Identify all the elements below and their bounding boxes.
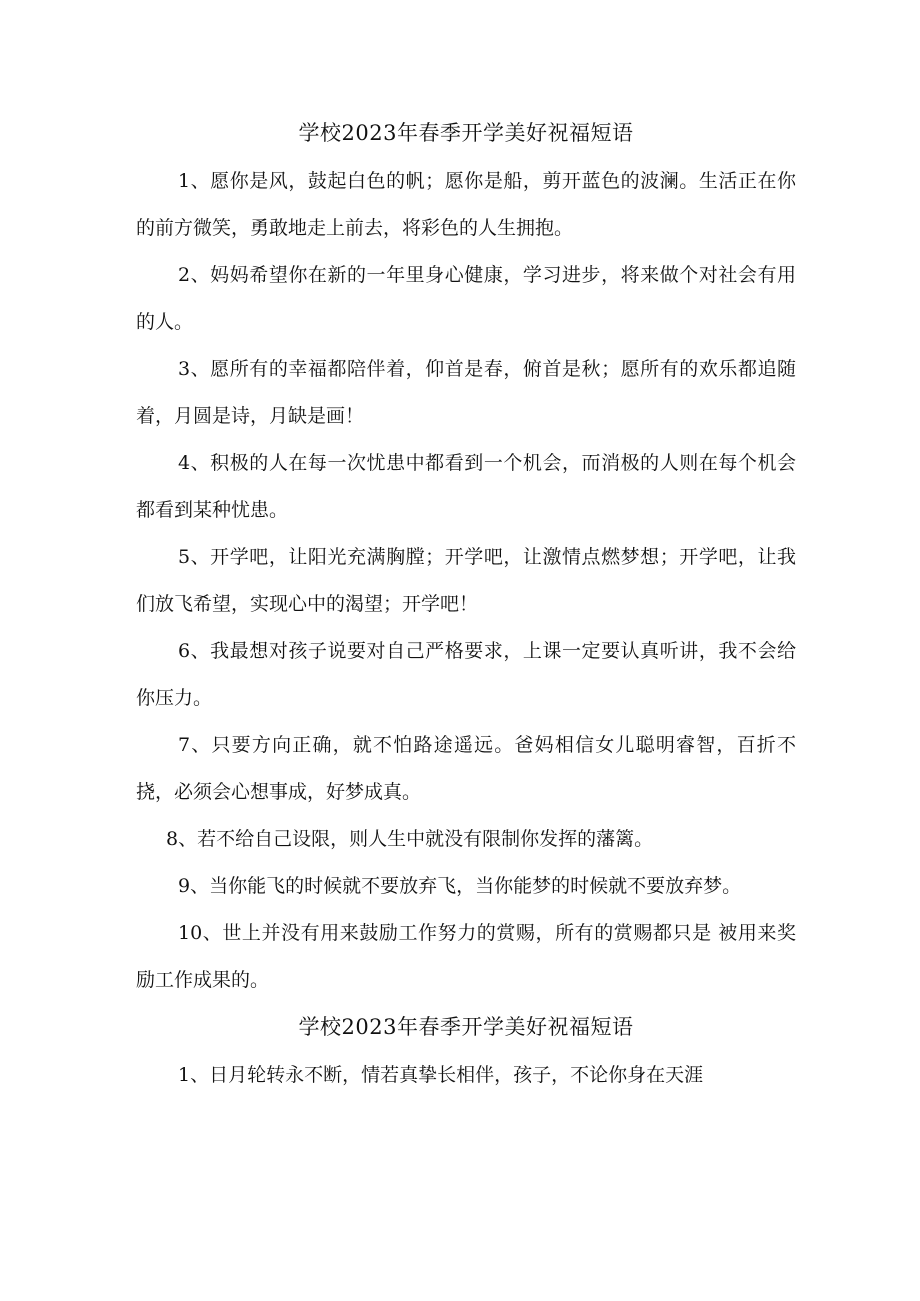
- document-content: [136, 110, 796, 1099]
- section-title: 学校2023年春季开学美好祝福短语: [298, 121, 634, 145]
- paragraph-item: 6、我最想对孩子说要对自己严格要求，上课一定要认真听讲，我不会给你压力。: [136, 640, 796, 709]
- paragraph-item: 3、愿所有的幸福都陪伴着，仰首是春，俯首是秋；愿所有的欢乐都追随着，月圆是诗，月缺是画！: [136, 358, 796, 427]
- paragraph-item: 9、当你能飞的时候就不要放弃飞，当你能梦的时候就不要放弃梦。: [178, 875, 742, 897]
- paragraph-item: 10、世上并没有用来鼓励工作努力的赏赐，所有的赏赐都只是 被用来奖励工作成果的。: [136, 922, 796, 991]
- paragraph-item: 1、日月轮转永不断，情若真挚长相伴，孩子，不论你身在天涯: [178, 1064, 704, 1086]
- paragraph-item: 8、若不给自己设限，则人生中就没有限制你发挥的藩篱。: [166, 828, 654, 850]
- paragraph-item: 7、只要方向正确，就不怕路途遥远。爸妈相信女儿聪明睿智，百折不挠，必须会心想事成，好梦成真。: [136, 734, 796, 803]
- paragraph-item: 4、积极的人在每一次忧患中都看到一个机会，而消极的人则在每个机会都看到某种忧患。: [136, 452, 796, 521]
- section-title: 学校2023年春季开学美好祝福短语: [298, 1015, 634, 1039]
- paragraph-item: 1、愿你是风，鼓起白色的帆；愿你是船，剪开蓝色的波澜。生活正在你的前方微笑，勇敢地走上前去，将彩色的人生拥抱。: [136, 170, 796, 239]
- paragraph-item: 5、开学吧，让阳光充满胸膛；开学吧，让激情点燃梦想；开学吧，让我们放飞希望，实现心中的渴望；开学吧！: [136, 546, 796, 615]
- paragraph-item: 2、妈妈希望你在新的一年里身心健康，学习进步，将来做个对社会有用的人。: [136, 264, 796, 333]
